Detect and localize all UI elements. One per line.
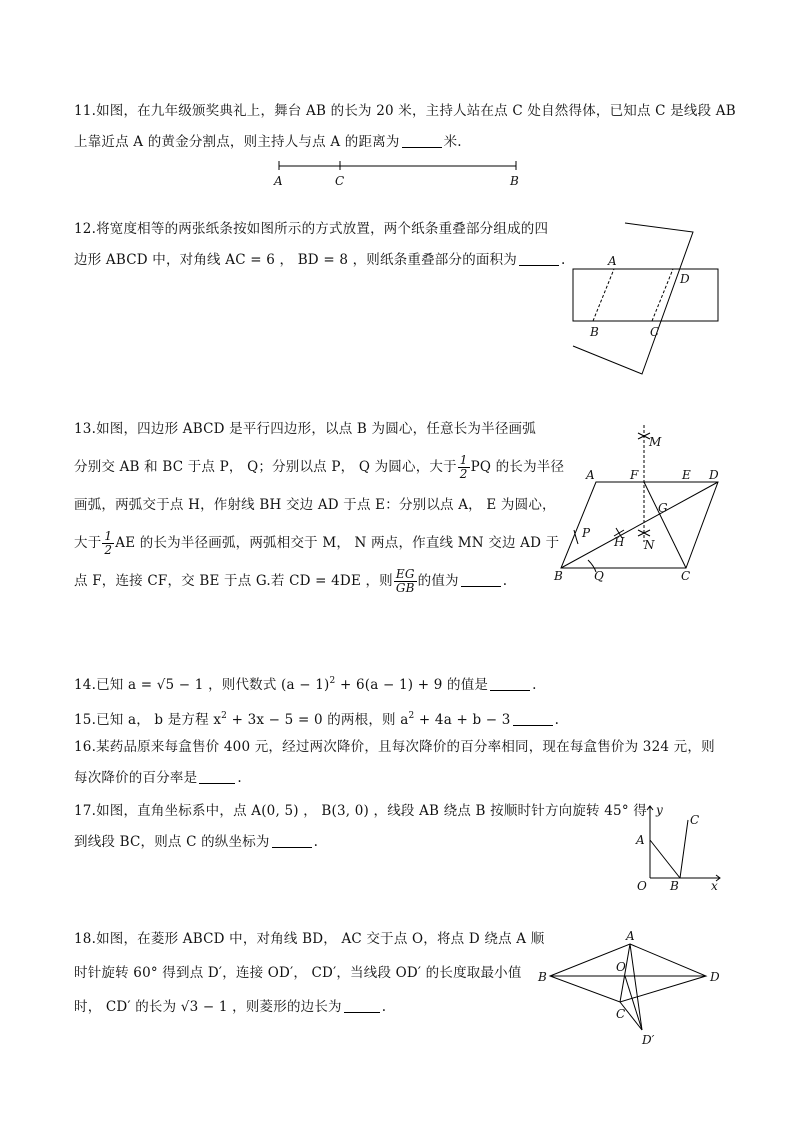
label-c: C [690, 813, 700, 827]
answer-blank[interactable] [490, 676, 530, 691]
q11-line1: 11.如图，在九年级颁奖典礼上，舞台 AB 的长为 20 米，主持人站在点 C 处自然得体，已知点 C 是线段 AB [74, 103, 736, 119]
q13-line2: 分别交 AB 和 BC 于点 P， Q；分别以点 P， Q 为圆心，大于 $\frac{1}{2}$ PQ 的长为半径 [74, 453, 565, 481]
answer-blank[interactable] [513, 711, 553, 726]
q17-line2: 到线段 BC，则点 C 的纵坐标为 . [74, 834, 319, 850]
q18-rhombus-figure [534, 926, 724, 1050]
label-x: x [711, 879, 718, 892]
question-11 [74, 96, 736, 158]
label-b: B [554, 569, 563, 583]
q11-segment-figure [268, 156, 528, 190]
question-18 [74, 922, 544, 1024]
q12-line2: 边形 ABCD 中，对角线 AC = 6 ， BD = 8 ，则纸条重叠部分的面积为 . [74, 252, 566, 268]
question-13 [74, 410, 564, 600]
q13-line1: 13.如图，四边形 ABCD 是平行四边形，以点 B 为圆心，任意长为半径画弧 [74, 421, 536, 437]
label-h: H [614, 535, 625, 549]
label-b: B [670, 879, 679, 892]
q12-paper-strips-figure [568, 218, 728, 380]
fraction-half: $\frac{1}{2}$ [459, 453, 468, 481]
answer-blank[interactable] [199, 769, 235, 784]
fraction-half: $\frac{1}{2}$ [104, 529, 113, 557]
label-c: C [616, 1007, 626, 1021]
q16-line2: 每次降价的百分率是 . [74, 770, 242, 786]
q16-line1: 16.某药品原来每盒售价 400 元，经过两次降价，且每次降价的百分率相同，现在每盒售价为 324 元，则 [74, 739, 715, 755]
label-o: O [637, 879, 647, 892]
q17-coordinate-figure [628, 798, 728, 892]
label-c: C [681, 569, 691, 583]
label-a: A [636, 833, 645, 847]
answer-blank[interactable] [461, 572, 501, 587]
q13-line3: 画弧，两弧交于点 H，作射线 BH 交边 AD 于点 E：分别以点 A， E 为圆心， [74, 497, 556, 513]
label-p: P [582, 526, 591, 540]
label-c: C [335, 174, 345, 188]
label-y: y [656, 803, 663, 817]
label-a: A [608, 254, 617, 268]
q18-line2: 时针旋转 60° 得到点 D′，连接 OD′， CD′，当线段 OD′ 的长度取最小值 [74, 965, 522, 981]
label-d: D [710, 970, 720, 984]
question-17 [74, 796, 647, 858]
label-c: C [650, 325, 660, 339]
q14-line: 14.已知 a = √5 − 1 ，则代数式 $(a - 1)^2 + 6(a - 1) + 9$ 的值是 . [74, 676, 537, 693]
label-o: O [616, 960, 626, 974]
label-f: F [630, 468, 639, 482]
label-n: N [644, 538, 655, 552]
fraction-eg-gb: $\frac{EG}{GB}$ [395, 567, 415, 595]
label-a: A [626, 929, 635, 943]
q12-line1: 12.将宽度相等的两张纸条按如图所示的方式放置，两个纸条重叠部分组成的四 [74, 221, 549, 237]
q18-line1: 18.如图，在菱形 ABCD 中，对角线 BD， AC 交于点 O，将点 D 绕点 A 顺 [74, 931, 545, 947]
label-d-prime: D′ [642, 1033, 655, 1047]
answer-blank[interactable] [402, 133, 442, 148]
q13-line4: 大于 $\frac{1}{2}$ AE 的长为半径画弧，两弧相交于 M， N 两点，作直线 MN 交边 AD 于 [74, 529, 560, 557]
label-a: A [274, 174, 283, 188]
label-q: Q [594, 569, 604, 583]
q13-line5: 点 F，连接 CF，交 BE 于点 G.若 CD = 4DE ，则 $\frac{EG}{GB}$ 的值为 . [74, 567, 508, 595]
label-g: G [658, 501, 668, 515]
question-15 [74, 701, 559, 732]
question-12 [74, 214, 566, 276]
answer-blank[interactable] [344, 998, 380, 1013]
label-b: B [590, 325, 599, 339]
q18-line3: 时， CD′ 的长为 √3 − 1 ，则菱形的边长为 . [74, 999, 387, 1015]
q17-line1: 17.如图，直角坐标系中，点 A(0, 5) ， B(3, 0) ，线段 AB 绕点 B 按顺时针方向旋转 45° 得 [74, 803, 647, 819]
label-b: B [510, 174, 519, 188]
label-m: M [649, 435, 662, 449]
q13-parallelogram-figure [548, 420, 728, 590]
question-16 [74, 732, 715, 794]
question-14 [74, 666, 537, 697]
answer-blank[interactable] [272, 833, 312, 848]
label-d: D [709, 468, 719, 482]
label-b: B [538, 970, 547, 984]
q15-line: 15.已知 a， b 是方程 $x^2 + 3x - 5 = 0$ 的两根，则 $a^2 + 4a + b - 3$ . [74, 711, 560, 728]
label-d: D [680, 272, 690, 286]
answer-blank[interactable] [519, 251, 559, 266]
label-e: E [682, 468, 691, 482]
q11-line2: 上靠近点 A 的黄金分割点，则主持人与点 A 的距离为 米. [74, 134, 462, 150]
label-a: A [586, 468, 595, 482]
